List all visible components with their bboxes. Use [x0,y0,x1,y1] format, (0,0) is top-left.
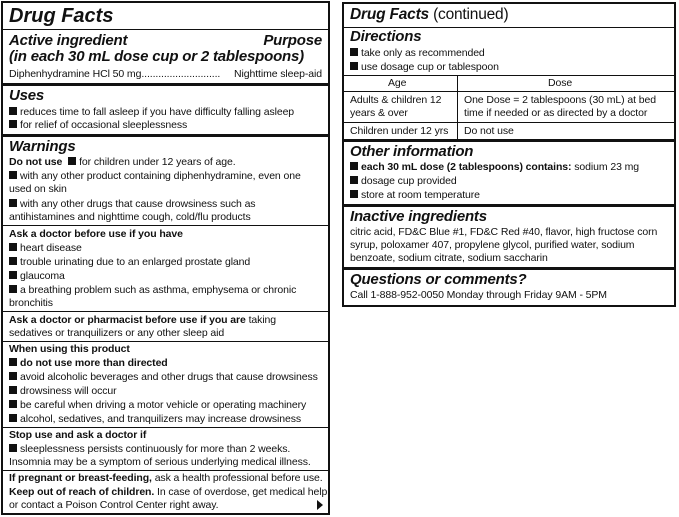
bullet-square-icon [9,199,17,207]
keep-out-warning: Keep out of reach of children. In case of overdose, get medical help [9,486,328,498]
purpose-heading: Purpose [263,32,322,49]
table-column-divider [457,75,458,139]
table-cell-dose: Do not use [464,125,514,137]
bullet-square-icon [9,386,17,394]
bullet-square-icon [9,358,17,366]
section-divider [344,267,674,270]
section-divider [344,204,674,207]
warning-item: with any other product containing diphenhydramine, even one [9,170,301,183]
stop-use-item-cont: Insomnia may be a symptom of serious underlying medical illness. [9,456,311,468]
bullet-square-icon [68,157,76,165]
ask-doctor-item: glaucoma [9,270,65,283]
bullet-square-icon [9,271,17,279]
table-header-age: Age [388,77,407,89]
continued-label: (continued) [433,6,509,23]
ask-doctor-item: heart disease [9,242,82,255]
bullet-square-icon [9,372,17,380]
stop-use-heading: Stop use and ask a doctor if [9,429,147,441]
warning-item: with any other drugs that cause drowsiness such as [9,198,255,211]
bullet-square-icon [9,120,17,128]
bullet-square-icon [350,176,358,184]
directions-heading: Directions [350,28,422,45]
bullet-square-icon [9,171,17,179]
ask-pharmacist-line2: sedatives or tranquilizers or any other sleep aid [9,327,225,339]
stop-use-item: sleeplessness persists continuously for more than 2 weeks. [9,443,290,456]
bullet-square-icon [9,285,17,293]
ask-pharmacist-line: Ask a doctor or pharmacist before use if you are taking [9,314,277,326]
panel-title: Drug Facts (continued) [350,6,509,23]
table-border [344,91,674,92]
inactive-ingredients-line: benzoate, sodium citrate, sodium saccharin [350,252,548,264]
uses-item: reduces time to fall asleep if you have difficulty falling asleep [9,106,294,119]
bullet-square-icon [9,243,17,251]
when-using-heading: When using this product [9,343,130,355]
directions-item: use dosage cup or tablespoon [350,61,499,74]
directions-item: take only as recommended [350,47,485,60]
when-using-item: drowsiness will occur [9,385,117,398]
table-cell-dose: time if needed or as directed by a doctor [464,107,648,119]
ingredient-purpose: Nighttime sleep-aid [234,68,322,80]
section-divider [344,139,674,142]
drug-facts-continued-panel [342,2,676,307]
do-not-use-line: Do not use for children under 12 years of age. [9,156,236,168]
when-using-item: alcohol, sedatives, and tranquilizers may increase drowsiness [9,413,301,426]
panel-title: Drug Facts [9,5,114,27]
uses-item: for relief of occasional sleeplessness [9,119,187,132]
table-header-dose: Dose [548,77,573,89]
bullet-square-icon [9,107,17,115]
bullet-square-icon [350,62,358,70]
table-border [344,75,674,76]
table-cell-dose: One Dose = 2 tablespoons (30 mL) at bed [464,94,656,106]
uses-heading: Uses [9,87,45,104]
when-using-item: avoid alcoholic beverages and other drugs that cause drowsiness [9,371,318,384]
questions-heading: Questions or comments? [350,271,527,288]
keep-out-warning-cont: or contact a Poison Control Center right away. [9,499,219,511]
other-info-item: each 30 mL dose (2 tablespoons) contains: sodium 23 mg [350,161,639,174]
inactive-ingredients-line: citric acid, FD&C Blue #1, FD&C Red #40, flavor, high fructose corn [350,226,658,238]
bullet-square-icon [9,400,17,408]
ingredient-name: Diphenhydramine HCl 50 mg [9,68,142,80]
table-cell-age: Children under 12 yrs [350,125,449,137]
table-cell-age: Adults & children 12 [350,94,442,106]
inactive-ingredients-line: syrup, poloxamer 407, propylene glycol, purified water, sodium [350,239,635,251]
divider [3,427,328,428]
other-info-item: dosage cup provided [350,175,457,188]
divider [3,29,328,30]
continued-arrow-icon [317,500,323,510]
pregnancy-warning: If pregnant or breast-feeding, ask a health professional before use. [9,472,323,484]
other-info-heading: Other information [350,143,474,160]
bullet-square-icon [9,414,17,422]
ask-doctor-item: a breathing problem such as asthma, emphysema or chronic [9,284,296,297]
section-divider [3,83,328,86]
warnings-heading: Warnings [9,138,76,155]
warning-item-cont: used on skin [9,183,67,195]
ingredient-line [9,68,220,81]
when-using-item: be careful when driving a motor vehicle or operating machinery [9,399,306,412]
divider [3,225,328,226]
section-divider [3,134,328,137]
dose-subheading: (in each 30 mL dose cup or 2 tablespoons) [9,48,304,65]
warning-item-cont: antihistamines and nighttime cough, cold/flu products [9,211,251,223]
bullet-square-icon [9,257,17,265]
drug-facts-panel [1,1,330,515]
bullet-square-icon [350,162,358,170]
divider [3,470,328,471]
other-info-item: store at room temperature [350,189,480,202]
leader-dots: ............................ [141,68,221,80]
bullet-square-icon [9,444,17,452]
active-ingredient-heading: Active ingredient [9,32,128,49]
bullet-square-icon [350,48,358,56]
ask-doctor-item-cont: bronchitis [9,297,53,309]
table-border [344,122,674,123]
divider [3,341,328,342]
when-using-item: do not use more than directed [9,357,168,370]
ask-doctor-item: trouble urinating due to an enlarged prostate gland [9,256,250,269]
divider [3,311,328,312]
ask-doctor-heading: Ask a doctor before use if you have [9,228,183,240]
bullet-square-icon [350,190,358,198]
table-cell-age: years & over [350,107,408,119]
inactive-ingredients-heading: Inactive ingredients [350,208,487,225]
questions-phone: Call 1-888-952-0050 Monday through Friday 9AM - 5PM [350,289,607,301]
